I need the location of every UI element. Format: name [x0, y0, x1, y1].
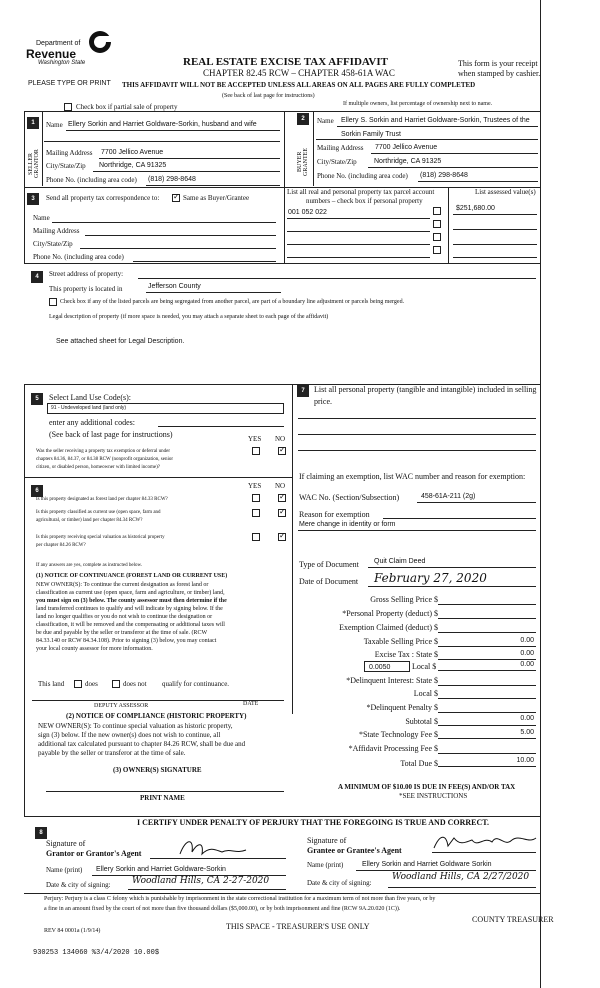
- s7-see-instr: *SEE INSTRUCTIONS: [399, 792, 468, 800]
- s3-list-label-2: numbers – check box if personal property: [306, 197, 423, 205]
- s3-assessed-value[interactable]: $251,680.00: [456, 205, 495, 212]
- s7-list-label-2: price.: [314, 397, 332, 406]
- s6-notice1-body-line: land transferred continues to qualify and will indicate by signing below. If the: [36, 606, 223, 612]
- s7-personal-label: *Personal Property (deduct) $: [342, 609, 438, 618]
- segregated-checkbox[interactable]: [49, 298, 57, 306]
- s7-claim-label: If claiming an exemption, list WAC number and reason for exemption:: [299, 472, 526, 481]
- s5-land-use-value: 91 - Undeveloped land (land only): [51, 405, 127, 411]
- receipt-note-1: This form is your receipt: [458, 59, 538, 68]
- s7-doc-date-label: Date of Document: [299, 577, 359, 586]
- s8-grantee-print-value[interactable]: Ellery Sorkin and Harriet Goldware Sorkin: [362, 861, 492, 868]
- form-title: REAL ESTATE EXCISE TAX AFFIDAVIT: [183, 56, 388, 68]
- s6-notice1-body-line: NEW OWNER(S): To continue the current designation as forest land or: [36, 582, 209, 588]
- s6-notice1-body-line: classification as current use (open space, farm and agriculture, or timber) land,: [36, 590, 225, 596]
- logo: [26, 28, 120, 70]
- county-treasurer: COUNTY TREASURER: [472, 915, 554, 924]
- s6-notice1-body-line: classification, it will be removed and the compensating or additional taxes will: [36, 622, 225, 628]
- s8-grantor-print-label: Name (print): [46, 866, 83, 874]
- s6-q2-line1: Is this property classified as current use (open space, farm and: [36, 510, 161, 515]
- s6-notice1-body-line: 84.33.140 or RCW 84.34.108). Prior to signing (3) below, you may contact: [36, 638, 217, 644]
- s6-q1: Is this property designated as forest land per chapter 84.33 RCW?: [36, 497, 168, 502]
- section-6-number: 6: [31, 485, 43, 497]
- s6-notice2-body-line: NEW OWNER(S): To continue special valuation as historic property,: [38, 722, 233, 730]
- s6-notice2-body-line: sign (3) below. If the new owner(s) does not wish to continue, all: [38, 731, 221, 739]
- s7-doc-type-value[interactable]: Quit Claim Deed: [374, 558, 426, 565]
- s6-notice1-body-line: your local county assessor for more information.: [36, 646, 153, 652]
- s6-q2-line2: agricultural, or timber) land per chapter 84.34 RCW?: [36, 518, 143, 523]
- s5-q1-line3: citizen, or disabled person, homeowner with limited income)?: [36, 465, 160, 470]
- s3-parcel-value[interactable]: 001 052 022: [288, 209, 327, 216]
- s7-subtotal-label: Subtotal $: [405, 717, 438, 726]
- s8-grantee-date-label: Date & city of signing:: [307, 879, 372, 887]
- seller-grantor-label: SELLER GRANTOR: [28, 149, 40, 179]
- s6-date: DATE: [243, 701, 259, 707]
- parcel-2-checkbox[interactable]: [433, 220, 441, 228]
- s8-grantee-date-city[interactable]: Woodland Hills, CA 2/27/2020: [392, 872, 530, 882]
- does-not-qualify-checkbox[interactable]: [112, 680, 120, 688]
- s4-street-label: Street address of property:: [49, 270, 124, 278]
- s1-name-value[interactable]: Ellery Sorkin and Harriet Goldware-Sorkin, husband and wife: [68, 121, 257, 128]
- parcel-1-checkbox[interactable]: [433, 207, 441, 215]
- s5-yes-header: YES: [248, 435, 262, 443]
- s6-yes-header: YES: [248, 482, 262, 490]
- s6-notice2-body-line: additional tax calculated pursuant to chapter 84.26 RCW, shall be due and: [38, 740, 246, 748]
- s6-does-not: does not: [123, 680, 147, 688]
- s7-affidavit-label: *Affidavit Processing Fee $: [348, 744, 438, 753]
- s2-phone-label: Phone No. (including area code): [317, 172, 408, 180]
- s5-land-use-label: Select Land Use Code(s):: [49, 393, 131, 402]
- grantee-signature[interactable]: [432, 828, 540, 854]
- s3-phone-label: Phone No. (including area code): [33, 253, 124, 261]
- s6-q2-yes-checkbox[interactable]: [252, 509, 260, 517]
- s2-name-value-2[interactable]: Sorkin Family Trust: [341, 131, 401, 138]
- receipt-stamp: 930253 134060 %3/4/2020 10.00$: [33, 949, 160, 957]
- s1-phone-value[interactable]: (818) 298-8648: [148, 176, 196, 183]
- s1-city-value[interactable]: Northridge, CA 91325: [99, 162, 167, 169]
- s7-tech-value[interactable]: 5.00: [520, 729, 534, 736]
- s7-total-label: Total Due $: [400, 759, 438, 768]
- s7-subtotal-value[interactable]: 0.00: [520, 715, 534, 722]
- s8-grantor-sig-2: Grantor or Grantor's Agent: [46, 849, 142, 858]
- perjury-line-1: Perjury: Perjury is a class C felony which is punishable by imprisonment in the state correctional institution for a maximum term of not more than five years, or by: [44, 896, 436, 902]
- receipt-note-2: when stamped by cashier.: [458, 69, 541, 78]
- s3-name-label: Name: [33, 214, 50, 222]
- s3-assessed-label: List assessed value(s): [475, 188, 536, 196]
- s4-segregated-label: Check box if any of the listed parcels are being segregated from another parcel, are part of a boundary line adjustment or parcels being merged.: [60, 299, 405, 305]
- s7-taxable-label: Taxable Selling Price $: [363, 637, 438, 646]
- s2-city-label: City/State/Zip: [317, 158, 357, 166]
- s4-county-value[interactable]: Jefferson County: [148, 283, 201, 290]
- s5-q1-yes-checkbox[interactable]: [252, 447, 260, 455]
- s4-legal-value[interactable]: See attached sheet for Legal Description.: [56, 338, 185, 345]
- s7-doc-date-value[interactable]: February 27, 2020: [374, 571, 487, 585]
- s5-additional-label: enter any additional codes:: [49, 418, 135, 427]
- s3-same-label: Same as Buyer/Grantee: [183, 194, 250, 202]
- perjury-line-2: a fine in an amount fixed by the court of not more than five thousand dollars ($5,000.00), or by both imprisonment and fine (RCW 9A.20.020 (1C)).: [44, 906, 401, 912]
- s2-city-value[interactable]: Northridge, CA 91325: [374, 158, 442, 165]
- s7-doc-type-label: Type of Document: [299, 560, 359, 569]
- s6-q3-no-checkbox[interactable]: [278, 533, 286, 541]
- s6-if-yes: If any answers are yes, complete as instructed below.: [36, 563, 143, 568]
- grantor-signature-icon: [176, 836, 266, 860]
- s6-owner-sig: (3) OWNER(S) SIGNATURE: [113, 766, 202, 774]
- does-qualify-checkbox[interactable]: [74, 680, 82, 688]
- s6-notice2-title: (2) NOTICE OF COMPLIANCE (HISTORIC PROPERTY): [66, 712, 247, 720]
- s1-mailing-value[interactable]: 7700 Jellico Avenue: [101, 149, 164, 156]
- parcel-4-checkbox[interactable]: [433, 246, 441, 254]
- s6-notice1-body-line: land no longer qualifies or you do not wish to continue the designation or: [36, 614, 213, 620]
- s6-q1-no-checkbox[interactable]: [278, 494, 286, 502]
- s6-deputy: DEPUTY ASSESSOR: [94, 703, 149, 709]
- please-type: PLEASE TYPE OR PRINT: [28, 80, 111, 87]
- s7-excise-label: Excise Tax : State $: [374, 650, 438, 659]
- s6-q3-yes-checkbox[interactable]: [252, 533, 260, 541]
- s6-qualify: qualify for continuance.: [162, 680, 230, 688]
- s7-taxable-value[interactable]: 0.00: [520, 637, 534, 644]
- section-5-number: 5: [31, 393, 43, 405]
- s7-local-rate: 0.0050: [369, 664, 391, 671]
- s7-list-label-1: List all personal property (tangible and intangible) included in selling: [314, 385, 537, 394]
- s3-list-label-1: List all real and personal property tax parcel account: [287, 188, 435, 196]
- s1-phone-label: Phone No. (including area code): [46, 176, 137, 184]
- s4-legal-label: Legal description of property (if more space is needed, you may attach a separate sheet to each page of the affidavit): [49, 314, 329, 320]
- grantor-signature[interactable]: [176, 836, 266, 860]
- s7-exemption-label: Exemption Claimed (deduct) $: [339, 623, 438, 632]
- s8-grantor-date-city[interactable]: Woodland Hills, CA 2-27-2020: [132, 876, 270, 886]
- s7-excise-value[interactable]: 0.00: [520, 650, 534, 657]
- s7-reason-value[interactable]: Mere change in identity or form: [299, 521, 396, 528]
- s4-located-label: This property is located in: [49, 285, 123, 293]
- s5-q1-no-checkbox[interactable]: [278, 447, 286, 455]
- partial-sale-label: Check box if partial sale of property: [76, 103, 178, 111]
- s5-q1-line2: chapters 84.36, 84.37, or 84.38 RCW (nonprofit organization, senior: [36, 457, 174, 462]
- s3-send-label: Send all property tax correspondence to:: [46, 194, 160, 202]
- s6-notice1-body-line: you must sign on (3) below. The county assessor must then determine if the: [36, 598, 227, 604]
- s2-name-label: Name: [317, 117, 334, 125]
- s7-tech-label: *State Technology Fee $: [358, 730, 438, 739]
- section-8-number: 8: [35, 827, 47, 839]
- land-use-select[interactable]: [47, 403, 284, 414]
- s6-this-land: This land: [38, 680, 65, 688]
- grantee-signature-icon: [432, 828, 540, 854]
- s6-notice2-body-line: payable by the seller or transferor at the time of sale.: [38, 749, 186, 757]
- s7-reason-label: Reason for exemption: [299, 510, 370, 519]
- s7-wac-label: WAC No. (Section/Subsection): [299, 493, 400, 502]
- section-7-number: 7: [297, 385, 309, 397]
- treasurer-use: THIS SPACE - TREASURER'S USE ONLY: [226, 922, 370, 931]
- form-revision: REV 84 0001a (1/9/14): [44, 928, 101, 934]
- s6-notice1-body-line: be due and payable by the seller or transferor at the time of sale. (RCW: [36, 630, 208, 636]
- s5-see-back: (See back of last page for instructions): [49, 430, 173, 439]
- section-1-number: 1: [27, 117, 39, 129]
- s6-does: does: [85, 680, 98, 688]
- s5-q1-line1: Was the seller receiving a property tax exemption or deferral under: [36, 449, 170, 454]
- s8-grantor-print-value[interactable]: Ellery Sorkin and Harriet Goldware-Sorkin: [96, 866, 226, 873]
- s1-city-label: City/State/Zip: [46, 162, 86, 170]
- s8-certify: I CERTIFY UNDER PENALTY OF PERJURY THAT THE FOREGOING IS TRUE AND CORRECT.: [137, 818, 490, 827]
- s3-mailing-label: Mailing Address: [33, 227, 80, 235]
- s7-delinq-int-label: *Delinquent Interest: State $: [346, 676, 438, 685]
- s7-delinq-local-label: Local $: [413, 689, 438, 698]
- s8-grantee-sig-1: Signature of: [307, 836, 347, 845]
- logo-line2: Revenue: [26, 47, 77, 61]
- local-rate-box[interactable]: [364, 661, 410, 672]
- section-4-number: 4: [31, 271, 43, 283]
- s7-total-value[interactable]: 10.00: [516, 757, 534, 764]
- s8-grantee-print-label: Name (print): [307, 861, 344, 869]
- parcel-3-checkbox[interactable]: [433, 233, 441, 241]
- s6-print-name: PRINT NAME: [140, 794, 185, 802]
- s7-local-value[interactable]: 0.00: [520, 661, 534, 668]
- partial-sale-checkbox[interactable]: [64, 103, 72, 111]
- s6-q2-no-checkbox[interactable]: [278, 509, 286, 517]
- multiple-owners-note: If multiple owners, list percentage of ownership next to name.: [343, 101, 493, 107]
- s2-phone-value[interactable]: (818) 298-8648: [420, 172, 468, 179]
- s6-no-header: NO: [275, 482, 286, 490]
- s7-gross-label: Gross Selling Price $: [370, 595, 438, 604]
- s2-mailing-value[interactable]: 7700 Jellico Avenue: [375, 144, 438, 151]
- s6-q3-line1: Is this property receiving special valuation as historical property: [36, 535, 165, 540]
- s6-q1-yes-checkbox[interactable]: [252, 494, 260, 502]
- buyer-grantee-label: BUYER GRANTEE: [297, 148, 309, 176]
- s3-city-label: City/State/Zip: [33, 240, 73, 248]
- s7-local-label: Local $: [412, 662, 437, 671]
- s2-mailing-label: Mailing Address: [317, 144, 364, 152]
- s8-grantee-sig-2: Grantee or Grantee's Agent: [307, 846, 402, 855]
- logo-line3: Washington State: [38, 60, 86, 66]
- section-2-number: 2: [297, 113, 309, 125]
- form-chapter: CHAPTER 82.45 RCW – CHAPTER 458-61A WAC: [203, 68, 395, 78]
- s1-name-label: Name: [46, 121, 63, 129]
- section-3-number: 3: [27, 193, 39, 205]
- s5-no-header: NO: [275, 435, 286, 443]
- s6-notice1-title: (1) NOTICE OF CONTINUANCE (FOREST LAND OR CURRENT USE): [36, 573, 228, 579]
- see-back: (See back of last page for instructions): [222, 93, 315, 99]
- s6-q3-line2: per chapter 84.26 RCW?: [36, 543, 86, 548]
- s7-delinq-pen-label: *Delinquent Penalty $: [366, 703, 438, 712]
- s1-mailing-label: Mailing Address: [46, 149, 93, 157]
- s2-name-value[interactable]: Ellery S. Sorkin and Harriet Goldware-Sorkin, Trustees of the: [341, 117, 530, 124]
- s7-wac-value[interactable]: 458-61A-211 (2g): [421, 493, 476, 500]
- s8-grantor-sig-1: Signature of: [46, 839, 86, 848]
- s8-grantor-date-label: Date & city of signing:: [46, 881, 111, 889]
- logo-line1: Department of: [36, 40, 81, 47]
- form-warning: THIS AFFIDAVIT WILL NOT BE ACCEPTED UNLESS ALL AREAS ON ALL PAGES ARE FULLY COMPLETED: [122, 81, 476, 89]
- same-as-buyer-checkbox[interactable]: [172, 194, 180, 202]
- s7-minimum: A MINIMUM OF $10.00 IS DUE IN FEE(S) AND/OR TAX: [338, 783, 516, 791]
